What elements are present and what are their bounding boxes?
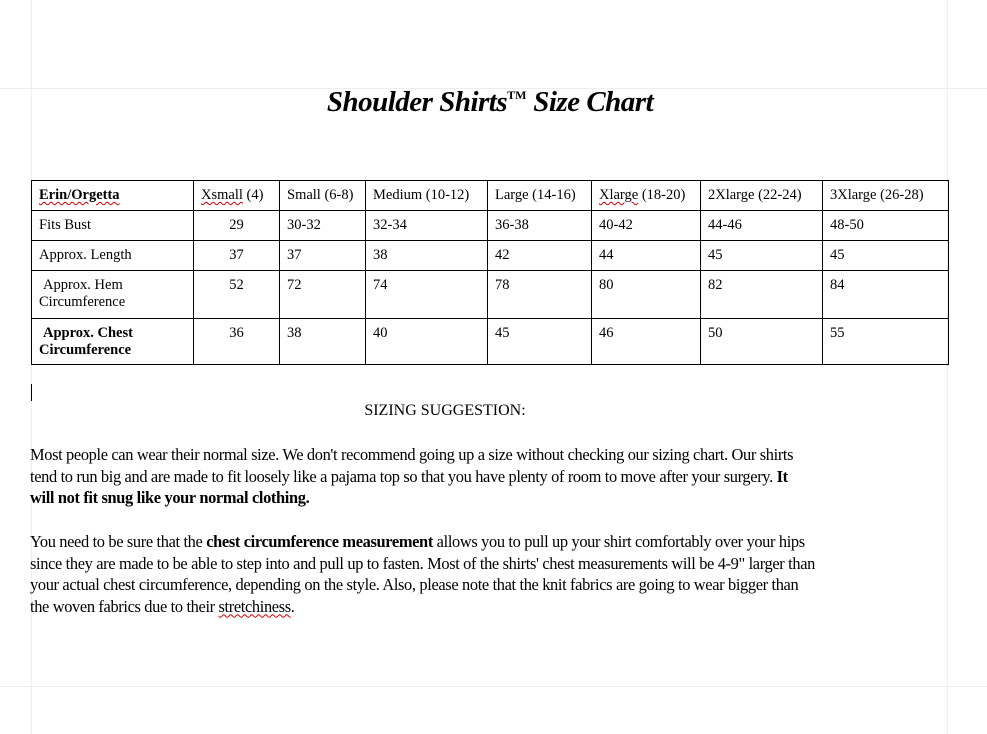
table-cell: 80 [592, 271, 701, 319]
table-row [32, 319, 949, 365]
table-cell: 84 [823, 271, 949, 319]
table-cell: 45 [823, 241, 949, 271]
header-cell: 2Xlarge (22-24) [701, 181, 823, 211]
header-cell: Medium (10-12) [366, 181, 488, 211]
row-label: Approx. Length [32, 241, 194, 271]
sizing-paragraph-1: Most people can wear their normal size. We don't recommend going up a size without checking our sizing chart. Our shirts tend to run big and are made to fit loosely like a pajama top so that you have plenty of room to move after your surgery. It will not fit snug like your normal clothing. [30, 445, 794, 507]
table-cell: 48-50 [823, 211, 949, 241]
table-row [32, 211, 949, 241]
text-cursor [31, 384, 32, 401]
table-cell: 45 [701, 241, 823, 271]
title-rest: Size Chart [526, 86, 654, 118]
title-main: Shoulder Shirts [326, 86, 508, 118]
table-cell: 45 [488, 319, 592, 365]
table-cell: 32-34 [366, 211, 488, 241]
table-cell: 78 [488, 271, 592, 319]
row-label: Fits Bust [32, 211, 194, 241]
table-header-row [32, 181, 949, 211]
table-cell: 30-32 [280, 211, 366, 241]
header-xlarge-word: Xlarge [599, 187, 639, 203]
table-cell: 38 [280, 319, 366, 365]
header-cell: Erin/Orgetta [32, 181, 194, 211]
sizing-paragraph-2: You need to be sure that the chest circumference measurement allows you to pull up your shirt comfortably over your hips since they are made to be able to step into and pull up to fasten. Most of the shirts' chest measurements will be 4-9" larger than your actual chest circumference, depending on the style. Also, please note that the knit fabrics are going to wear bigger than the woven fabrics due to their stretchiness. [30, 532, 815, 616]
row-label: Approx. Chest Circumference [32, 319, 194, 365]
table-cell: 29 [194, 211, 280, 241]
table-cell: 37 [194, 241, 280, 271]
header-cell: 3Xlarge (26-28) [823, 181, 949, 211]
table-cell: 42 [488, 241, 592, 271]
table-row [32, 271, 949, 319]
table-cell: 40-42 [592, 211, 701, 241]
table-cell: 55 [823, 319, 949, 365]
header-cell: Large (14-16) [488, 181, 592, 211]
table-cell: 72 [280, 271, 366, 319]
table-cell: 82 [701, 271, 823, 319]
table-cell: 52 [194, 271, 280, 319]
size-chart-table [31, 180, 949, 365]
page-title [0, 86, 980, 119]
table-cell: 38 [366, 241, 488, 271]
table-cell: 74 [366, 271, 488, 319]
table-cell: 44 [592, 241, 701, 271]
table-cell: 36-38 [488, 211, 592, 241]
sizing-heading: SIZING SUGGESTION: [364, 402, 526, 419]
table-cell: 46 [592, 319, 701, 365]
table-cell: 37 [280, 241, 366, 271]
header-cell: Xlarge (18-20) [592, 181, 701, 211]
header-cell: Xsmall (4) [194, 181, 280, 211]
table-cell: 44-46 [701, 211, 823, 241]
table-cell: 40 [366, 319, 488, 365]
header-xsmall-word: Xsmall [201, 187, 243, 203]
table-cell: 50 [701, 319, 823, 365]
trademark-mark: TM [507, 88, 527, 102]
table-cell: 36 [194, 319, 280, 365]
header-cell: Small (6-8) [280, 181, 366, 211]
row-label: Approx. Hem Circumference [32, 271, 194, 319]
table-row [32, 241, 949, 271]
page-guide-bottom [0, 686, 987, 687]
